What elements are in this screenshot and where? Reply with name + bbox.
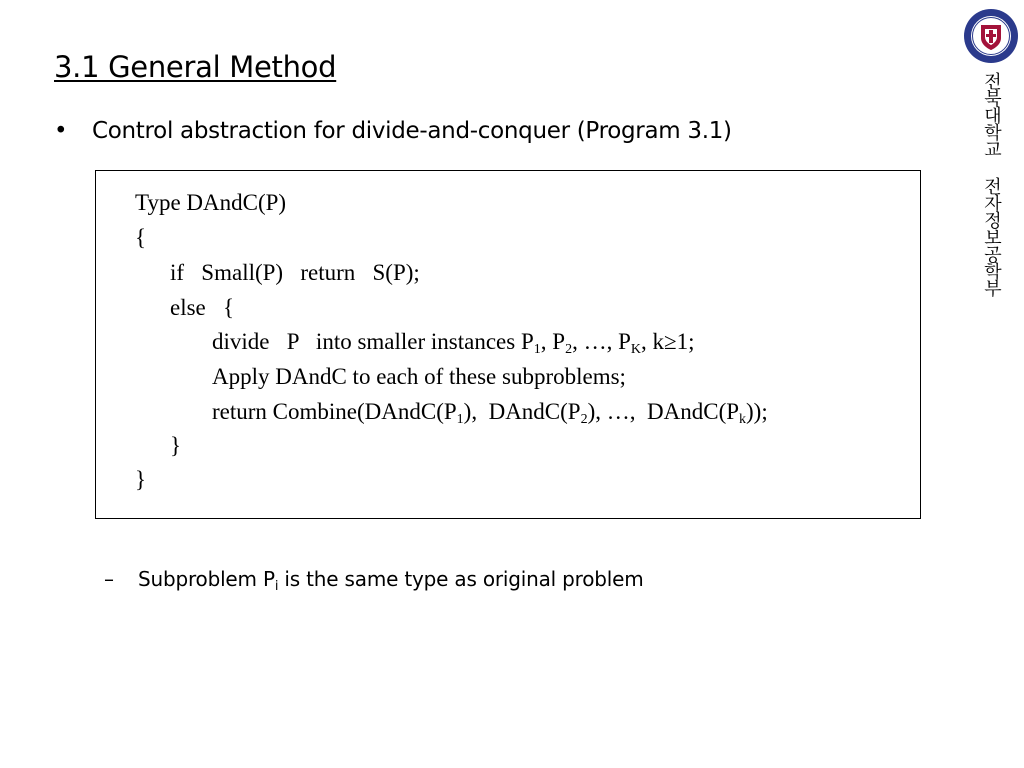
code-text: ), DAndC(P xyxy=(463,399,581,424)
code-line-1: Type DAndC(P) xyxy=(135,190,287,215)
code-text: ), …, DAndC(P xyxy=(587,399,740,424)
sub-bullet-item xyxy=(104,567,644,594)
subscript: 2 xyxy=(580,412,588,427)
code-text: return Combine(DAndC(P xyxy=(212,399,457,424)
code-text: )); xyxy=(746,399,768,424)
sub-bullet-post: is the same type as original problem xyxy=(278,567,644,591)
subscript: 1 xyxy=(456,412,464,427)
sub-bullet-dash: – xyxy=(104,567,114,591)
subscript: 2 xyxy=(565,342,573,357)
bullet-item xyxy=(54,118,732,144)
code-line-8: } xyxy=(170,433,182,458)
code-text: , k≥1; xyxy=(640,329,695,354)
code-line-7 xyxy=(212,399,768,425)
bullet-symbol: • xyxy=(54,118,68,144)
subscript: k xyxy=(739,412,747,427)
department-name: 전북대학교 전자정보공학부 xyxy=(981,72,1002,296)
code-line-6: Apply DAndC to each of these subproblems; xyxy=(212,364,626,389)
university-seal-icon xyxy=(963,8,1019,64)
sub-bullet-text xyxy=(138,567,644,594)
code-line-5 xyxy=(212,329,695,355)
subscript: 1 xyxy=(533,342,541,357)
slide-title: 3.1 General Method xyxy=(54,50,337,84)
code-text: , P xyxy=(540,329,566,354)
code-text: , …, P xyxy=(572,329,631,354)
code-text: divide P into smaller instances P xyxy=(212,329,534,354)
code-line-4: else { xyxy=(170,295,235,320)
code-line-3: if Small(P) return S(P); xyxy=(170,260,420,285)
code-line-2: { xyxy=(135,225,147,250)
sub-bullet-pre: Subproblem P xyxy=(138,567,275,591)
code-box xyxy=(95,170,921,519)
subscript: i xyxy=(274,579,279,594)
code-line-9: } xyxy=(135,467,147,492)
subscript: K xyxy=(630,342,641,357)
bullet-text: Control abstraction for divide-and-conquer (Program 3.1) xyxy=(92,118,732,144)
